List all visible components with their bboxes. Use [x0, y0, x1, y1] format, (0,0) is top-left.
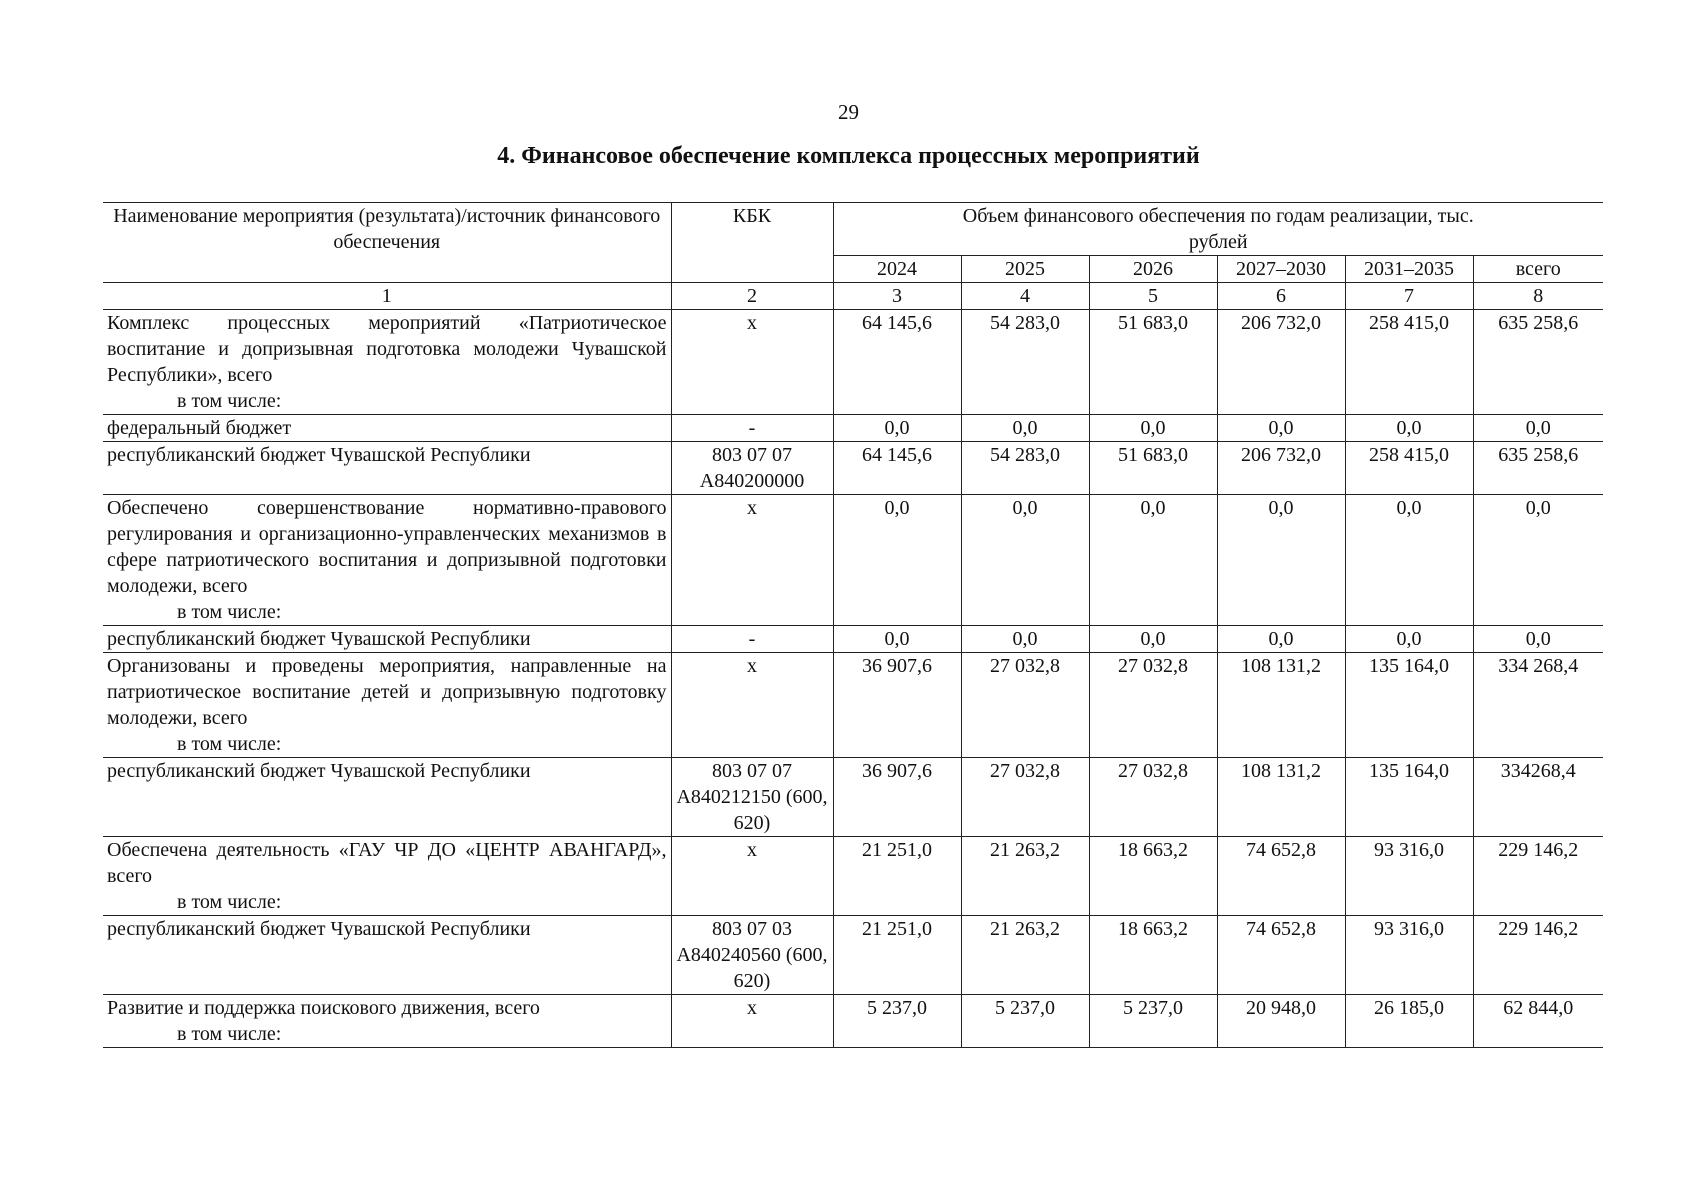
header-year: 2031–2035: [1345, 256, 1473, 283]
row-value: 64 145,6: [833, 310, 961, 415]
row-value: 20 948,0: [1217, 995, 1345, 1048]
row-name-cell: [103, 442, 671, 495]
row-value: 74 652,8: [1217, 837, 1345, 916]
column-number: 3: [833, 283, 961, 310]
page-number: 29: [838, 100, 859, 124]
row-value: 51 683,0: [1089, 442, 1217, 495]
row-value: 5 237,0: [961, 995, 1089, 1048]
row-name-cell: [103, 995, 671, 1048]
row-subtotal-label: в том числе:: [177, 1023, 282, 1045]
financing-table: [103, 202, 1603, 1048]
column-number: 1: [103, 283, 671, 310]
row-name: республиканский бюджет Чувашской Республики: [107, 628, 531, 650]
row-kbk: x: [671, 495, 833, 626]
row-name-cell: [103, 758, 671, 837]
row-value: 206 732,0: [1217, 442, 1345, 495]
row-subtotal-label: в том числе:: [177, 891, 282, 913]
row-value: 258 415,0: [1345, 310, 1473, 415]
table-row: [103, 837, 1603, 916]
row-value: 0,0: [833, 415, 961, 442]
row-kbk: x: [671, 310, 833, 415]
header-year: 2026: [1089, 256, 1217, 283]
row-value: 5 237,0: [833, 995, 961, 1048]
row-name-cell: [103, 415, 671, 442]
row-value: 0,0: [1473, 626, 1603, 653]
row-kbk: x: [671, 837, 833, 916]
row-value: 62 844,0: [1473, 995, 1603, 1048]
row-value: 54 283,0: [961, 442, 1089, 495]
row-value: 0,0: [1217, 626, 1345, 653]
table-row: [103, 995, 1603, 1048]
row-value: 21 263,2: [961, 916, 1089, 995]
row-value: 36 907,6: [833, 653, 961, 758]
row-value: 635 258,6: [1473, 310, 1603, 415]
row-value: 27 032,8: [961, 653, 1089, 758]
row-value: 27 032,8: [961, 758, 1089, 837]
row-value: 0,0: [1089, 495, 1217, 626]
row-value: 135 164,0: [1345, 653, 1473, 758]
table-row: [103, 653, 1603, 758]
row-value: 54 283,0: [961, 310, 1089, 415]
row-value: 51 683,0: [1089, 310, 1217, 415]
header-year: 2027–2030: [1217, 256, 1345, 283]
row-value: 21 263,2: [961, 837, 1089, 916]
row-value: 229 146,2: [1473, 916, 1603, 995]
row-value: 0,0: [833, 626, 961, 653]
row-name: Развитие и поддержка поискового движения, всего: [107, 997, 540, 1019]
table-body: [103, 310, 1603, 1048]
row-name: федеральный бюджет: [107, 417, 292, 439]
row-name-cell: [103, 626, 671, 653]
header-year: 2024: [833, 256, 961, 283]
row-value: 0,0: [961, 495, 1089, 626]
row-kbk: x: [671, 995, 833, 1048]
header-year: 2025: [961, 256, 1089, 283]
row-value: 108 131,2: [1217, 758, 1345, 837]
row-value: 0,0: [1345, 626, 1473, 653]
row-kbk: -: [671, 415, 833, 442]
row-subtotal-label: в том числе:: [177, 390, 282, 412]
row-name-cell: [103, 837, 671, 916]
table-row: [103, 310, 1603, 415]
row-kbk: -: [671, 626, 833, 653]
row-kbk: 803 07 07 А840212150 (600, 620): [671, 758, 833, 837]
row-kbk: 803 07 03 А840240560 (600, 620): [671, 916, 833, 995]
row-name-cell: [103, 495, 671, 626]
header-year: всего: [1473, 256, 1603, 283]
row-value: 21 251,0: [833, 916, 961, 995]
row-value: 0,0: [1473, 495, 1603, 626]
row-name: Организованы и проведены мероприятия, направленные на патриотическое воспитание детей и допризывную подготовку молодежи, всего: [107, 655, 667, 729]
row-name: республиканский бюджет Чувашской Республики: [107, 918, 531, 940]
row-value: 635 258,6: [1473, 442, 1603, 495]
row-value: 108 131,2: [1217, 653, 1345, 758]
row-value: 206 732,0: [1217, 310, 1345, 415]
row-name-cell: [103, 916, 671, 995]
row-name: республиканский бюджет Чувашской Республики: [107, 444, 531, 466]
row-value: 93 316,0: [1345, 837, 1473, 916]
row-value: 0,0: [1217, 495, 1345, 626]
section-title: 4. Финансовое обеспечение комплекса процессных мероприятий: [497, 143, 1200, 169]
row-value: 18 663,2: [1089, 837, 1217, 916]
row-subtotal-label: в том числе:: [177, 601, 282, 623]
row-value: 26 185,0: [1345, 995, 1473, 1048]
row-value: 18 663,2: [1089, 916, 1217, 995]
row-value: 0,0: [833, 495, 961, 626]
row-value: 27 032,8: [1089, 653, 1217, 758]
row-value: 93 316,0: [1345, 916, 1473, 995]
row-value: 334268,4: [1473, 758, 1603, 837]
row-value: 0,0: [1473, 415, 1603, 442]
row-name: Комплекс процессных мероприятий «Патриотическое воспитание и допризывная подготовка молодежи Чувашской Республики», всего: [107, 312, 667, 386]
column-number: 5: [1089, 283, 1217, 310]
row-name: Обеспечено совершенствование нормативно-правового регулирования и организационно-управленческих механизмов в сфере патриотического воспитания и допризывной подготовки молодежи, всего: [107, 497, 667, 597]
row-value: 21 251,0: [833, 837, 961, 916]
row-value: 0,0: [1217, 415, 1345, 442]
table-row: [103, 916, 1603, 995]
row-value: 229 146,2: [1473, 837, 1603, 916]
header-kbk: КБК: [671, 203, 833, 283]
row-value: 0,0: [961, 626, 1089, 653]
row-value: 0,0: [1345, 415, 1473, 442]
row-subtotal-label: в том числе:: [177, 733, 282, 755]
row-name: Обеспечена деятельность «ГАУ ЧР ДО «ЦЕНТР АВАНГАРД», всего: [107, 839, 667, 887]
column-number: 4: [961, 283, 1089, 310]
header-volume: Объем финансового обеспечения по годам реализации, тыс. рублей: [833, 203, 1603, 256]
row-value: 36 907,6: [833, 758, 961, 837]
row-value: 74 652,8: [1217, 916, 1345, 995]
table-row: [103, 758, 1603, 837]
table-row: [103, 495, 1603, 626]
header-name: Наименование мероприятия (результата)/источник финансового обеспечения: [103, 203, 671, 283]
column-number: 2: [671, 283, 833, 310]
column-number: 7: [1345, 283, 1473, 310]
row-value: 258 415,0: [1345, 442, 1473, 495]
row-kbk: 803 07 07 А840200000: [671, 442, 833, 495]
table-row: [103, 442, 1603, 495]
row-value: 0,0: [1089, 415, 1217, 442]
table-row: [103, 415, 1603, 442]
row-kbk: x: [671, 653, 833, 758]
row-value: 0,0: [1089, 626, 1217, 653]
row-value: 27 032,8: [1089, 758, 1217, 837]
row-value: 5 237,0: [1089, 995, 1217, 1048]
row-name-cell: [103, 310, 671, 415]
row-name: республиканский бюджет Чувашской Республики: [107, 760, 531, 782]
column-number: 8: [1473, 283, 1603, 310]
row-value: 0,0: [961, 415, 1089, 442]
row-value: 135 164,0: [1345, 758, 1473, 837]
row-value: 334 268,4: [1473, 653, 1603, 758]
row-value: 64 145,6: [833, 442, 961, 495]
table-row: [103, 626, 1603, 653]
column-number: 6: [1217, 283, 1345, 310]
row-value: 0,0: [1345, 495, 1473, 626]
row-name-cell: [103, 653, 671, 758]
